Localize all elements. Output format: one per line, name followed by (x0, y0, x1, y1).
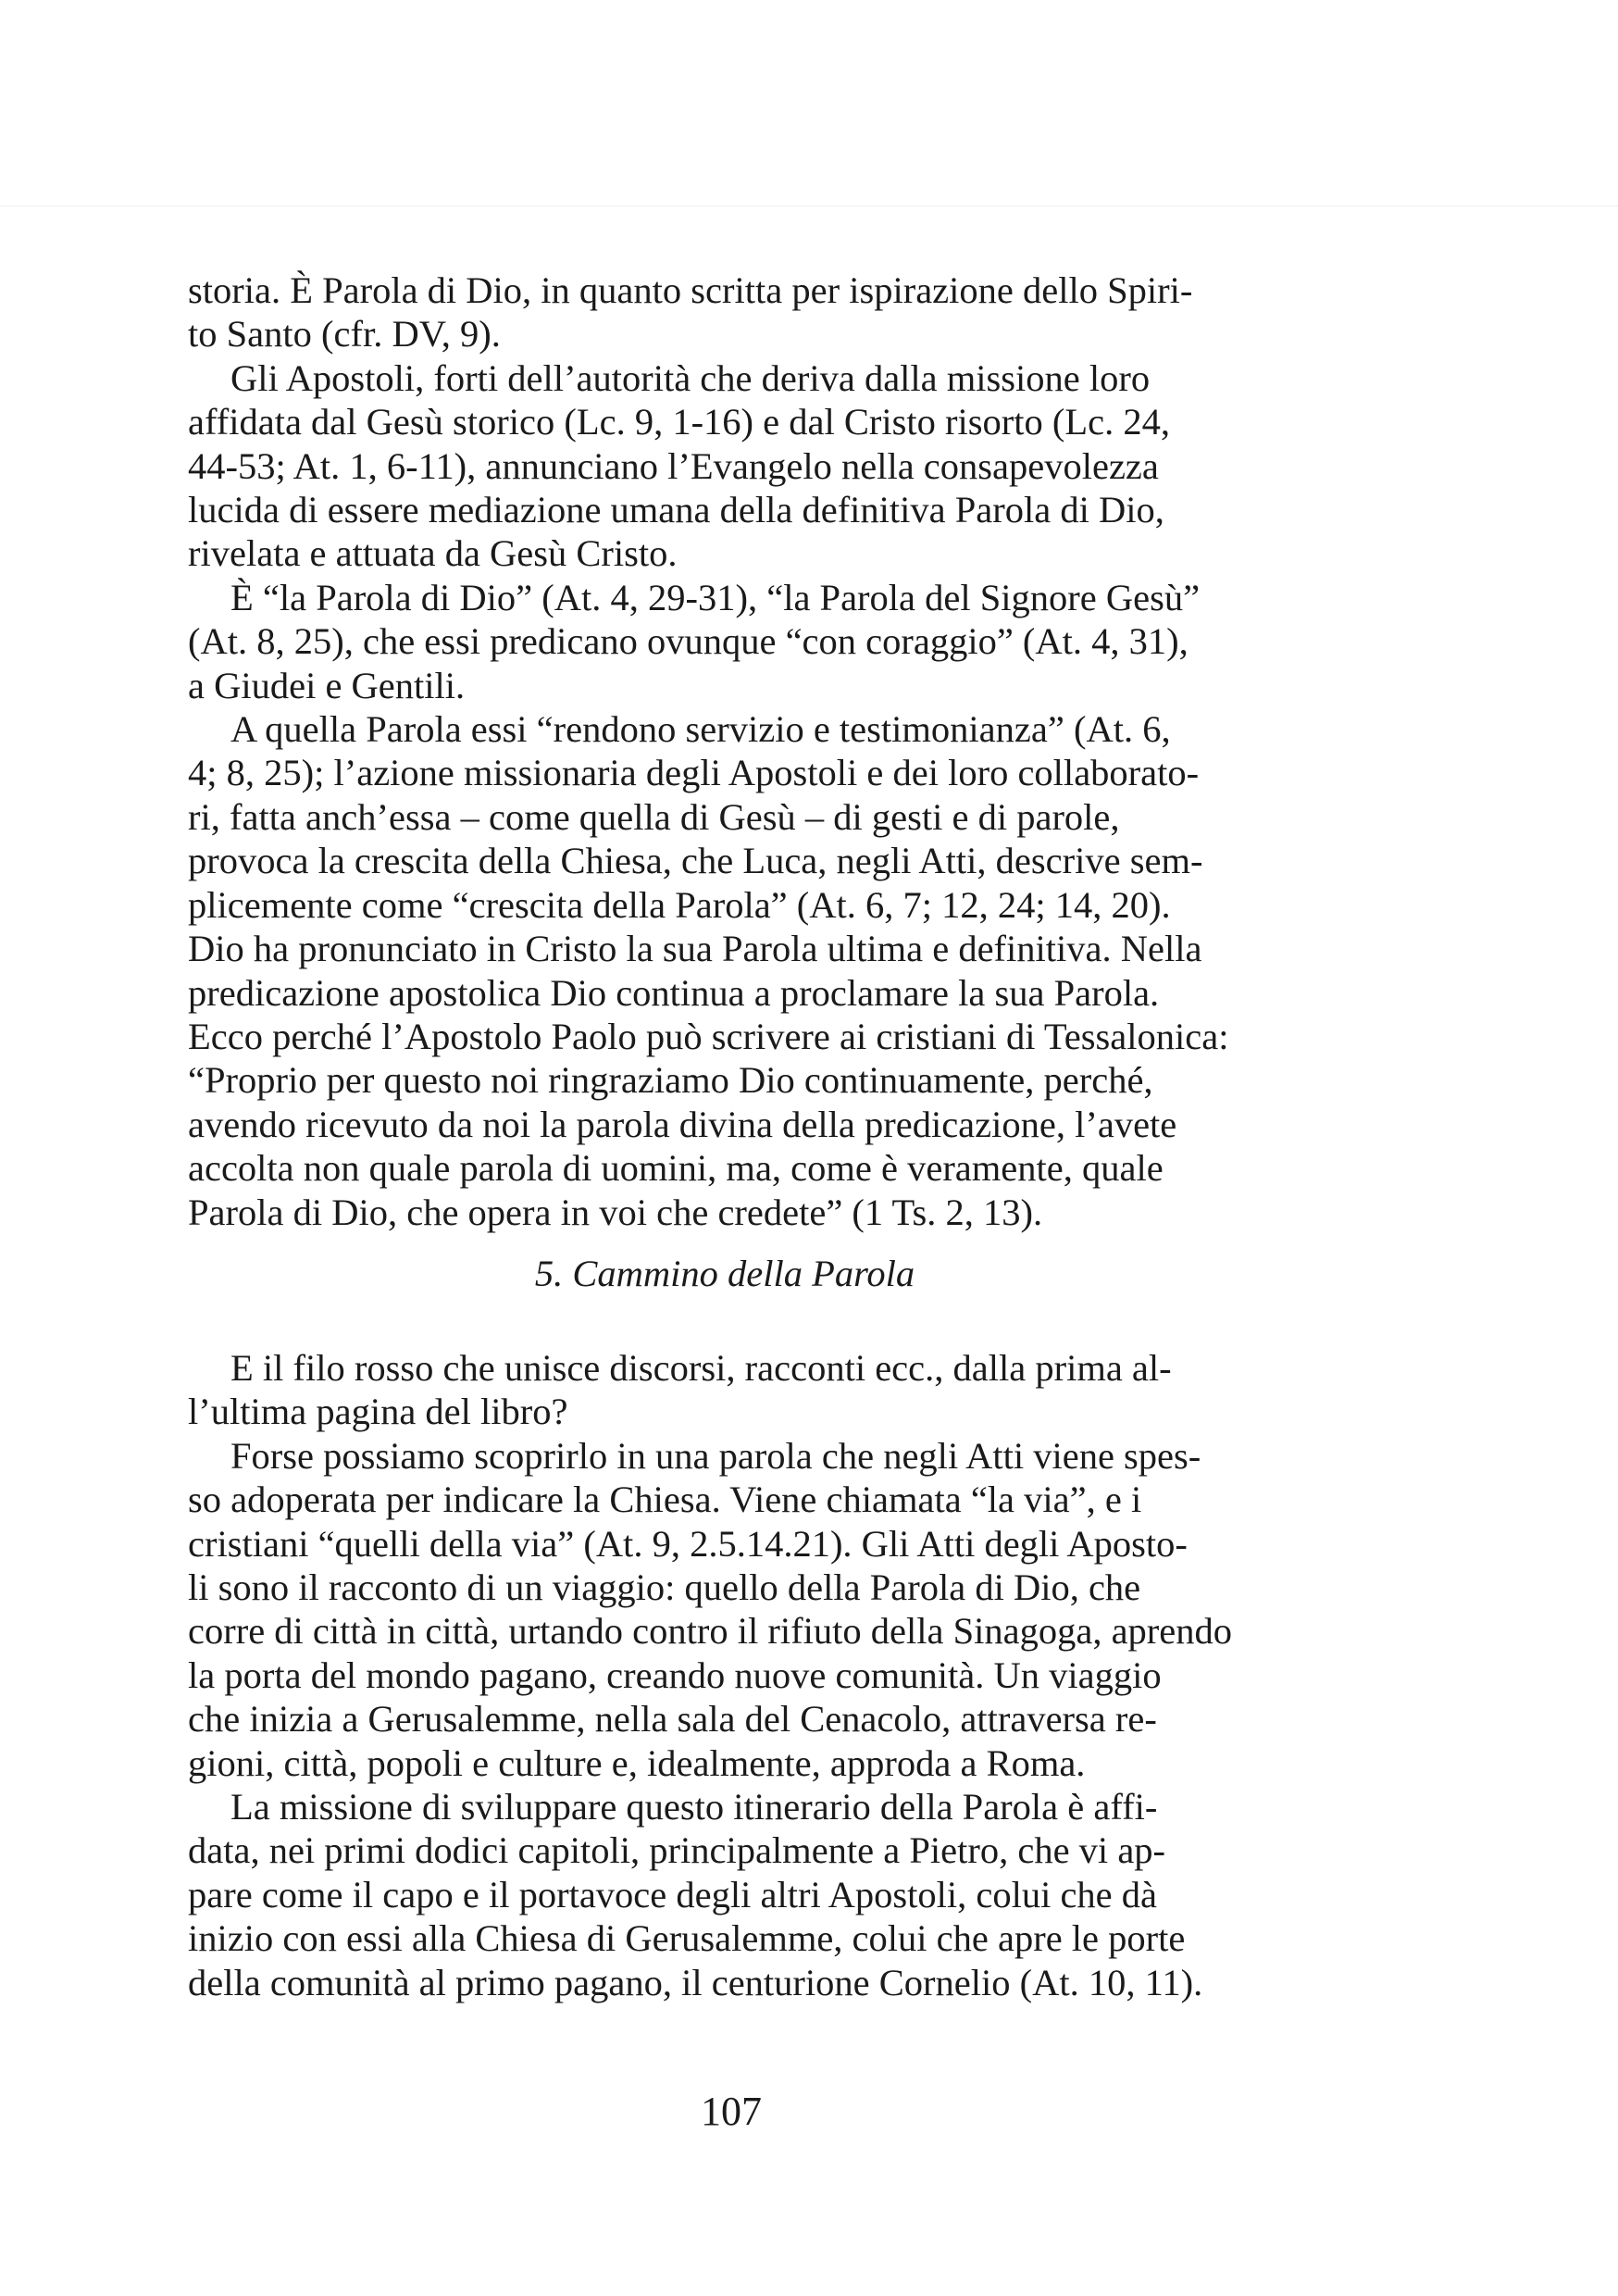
text-line: cristiani “quelli della via” (At. 9, 2.5.14.21). Gli Atti degli Aposto- (188, 1522, 1188, 1565)
text-line: E il filo rosso che unisce discorsi, racconti ecc., dalla prima al- (230, 1347, 1172, 1389)
text-line: accolta non quale parola di uomini, ma, come è veramente, quale (188, 1147, 1164, 1190)
text-line: la porta del mondo pagano, creando nuove comunità. Un viaggio (188, 1653, 1162, 1696)
text-line: lucida di essere mediazione umana della definitiva Parola di Dio, (188, 489, 1164, 531)
text-line: li sono il racconto di un viaggio: quello della Parola di Dio, che (188, 1566, 1141, 1609)
text-line: Gli Apostoli, forti dell’autorità che deriva dalla missione loro (230, 356, 1151, 399)
text-line: Parola di Dio, che opera in voi che credete” (1 Ts. 2, 13). (188, 1191, 1043, 1233)
text-line: so adoperata per indicare la Chiesa. Viene chiamata “la via”, e i (188, 1479, 1142, 1521)
text-line: storia. È Parola di Dio, in quanto scritta per ispirazione dello Spiri- (188, 269, 1193, 311)
text-line: corre di città in città, urtando contro il rifiuto della Sinagoga, aprendo (188, 1610, 1233, 1653)
text-line: A quella Parola essi “rendono servizio e testimonianza” (At. 6, (230, 708, 1171, 751)
page-number: 107 (701, 2089, 762, 2134)
text-line: plicemente come “crescita della Parola” (At. 6, 7; 12, 24; 14, 20). (188, 883, 1171, 926)
text-line: provoca la crescita della Chiesa, che Luca, negli Atti, descrive sem- (188, 840, 1203, 882)
paragraph (188, 576, 1262, 707)
text-line: a Giudei e Gentili. (188, 664, 466, 706)
text-line: l’ultima pagina del libro? (188, 1391, 568, 1433)
paragraph (188, 1434, 1262, 1785)
text-line: Forse possiamo scoprirlo in una parola che negli Atti viene spes- (230, 1434, 1201, 1477)
body-text-top (188, 268, 1262, 1234)
paragraph (188, 1346, 1262, 1434)
text-line: È “la Parola di Dio” (At. 4, 29-31), “la Parola del Signore Gesù” (230, 576, 1201, 618)
text-line: inizio con essi alla Chiesa di Gerusalemme, colui che apre le porte (188, 1917, 1186, 1960)
text-line: Ecco perché l’Apostolo Paolo può scrivere ai cristiani di Tessalonica: (188, 1015, 1229, 1057)
text-line: 4; 8, 25); l’azione missionaria degli Apostoli e dei loro collaborato- (188, 752, 1200, 794)
text-line: pare come il capo e il portavoce degli altri Apostoli, colui che dà (188, 1873, 1158, 1915)
text-line: affidata dal Gesù storico (Lc. 9, 1-16) e dal Cristo risorto (Lc. 24, (188, 401, 1170, 443)
text-line: avendo ricevuto da noi la parola divina della predicazione, l’avete (188, 1103, 1177, 1145)
section-heading: 5. Cammino della Parola (534, 1253, 915, 1294)
text-line: predicazione apostolica Dio continua a proclamare la sua Parola. (188, 971, 1160, 1014)
text-line: data, nei primi dodici capitoli, principalmente a Pietro, che vi ap- (188, 1829, 1166, 1872)
text-line: che inizia a Gerusalemme, nella sala del Cenacolo, attraversa re- (188, 1698, 1157, 1741)
text-line: to Santo (cfr. DV, 9). (188, 313, 501, 356)
paragraph (188, 707, 1262, 1234)
paragraph (188, 268, 1262, 356)
text-line: (At. 8, 25), che essi predicano ovunque “con coraggio” (At. 4, 31), (188, 620, 1189, 663)
text-line: Dio ha pronunciato in Cristo la sua Parola ultima e definitiva. Nella (188, 928, 1202, 970)
text-line: 44-53; At. 1, 6-11), annunciano l’Evangelo nella consapevolezza (188, 444, 1159, 487)
paragraph (188, 1785, 1262, 2004)
text-line: “Proprio per questo noi ringraziamo Dio continuamente, perché, (188, 1059, 1153, 1102)
text-line: della comunità al primo pagano, il centurione Cornelio (At. 10, 11). (188, 1961, 1203, 2003)
text-line: La missione di sviluppare questo itinerario della Parola è affi- (230, 1786, 1158, 1828)
text-line: gioni, città, popoli e culture e, idealmente, approda a Roma. (188, 1741, 1086, 1784)
paragraph (188, 356, 1262, 576)
text-line: ri, fatta anch’essa – come quella di Gesù – di gesti e di parole, (188, 795, 1120, 838)
text-line: rivelata e attuata da Gesù Cristo. (188, 532, 678, 575)
body-text-bottom (188, 1346, 1262, 2004)
